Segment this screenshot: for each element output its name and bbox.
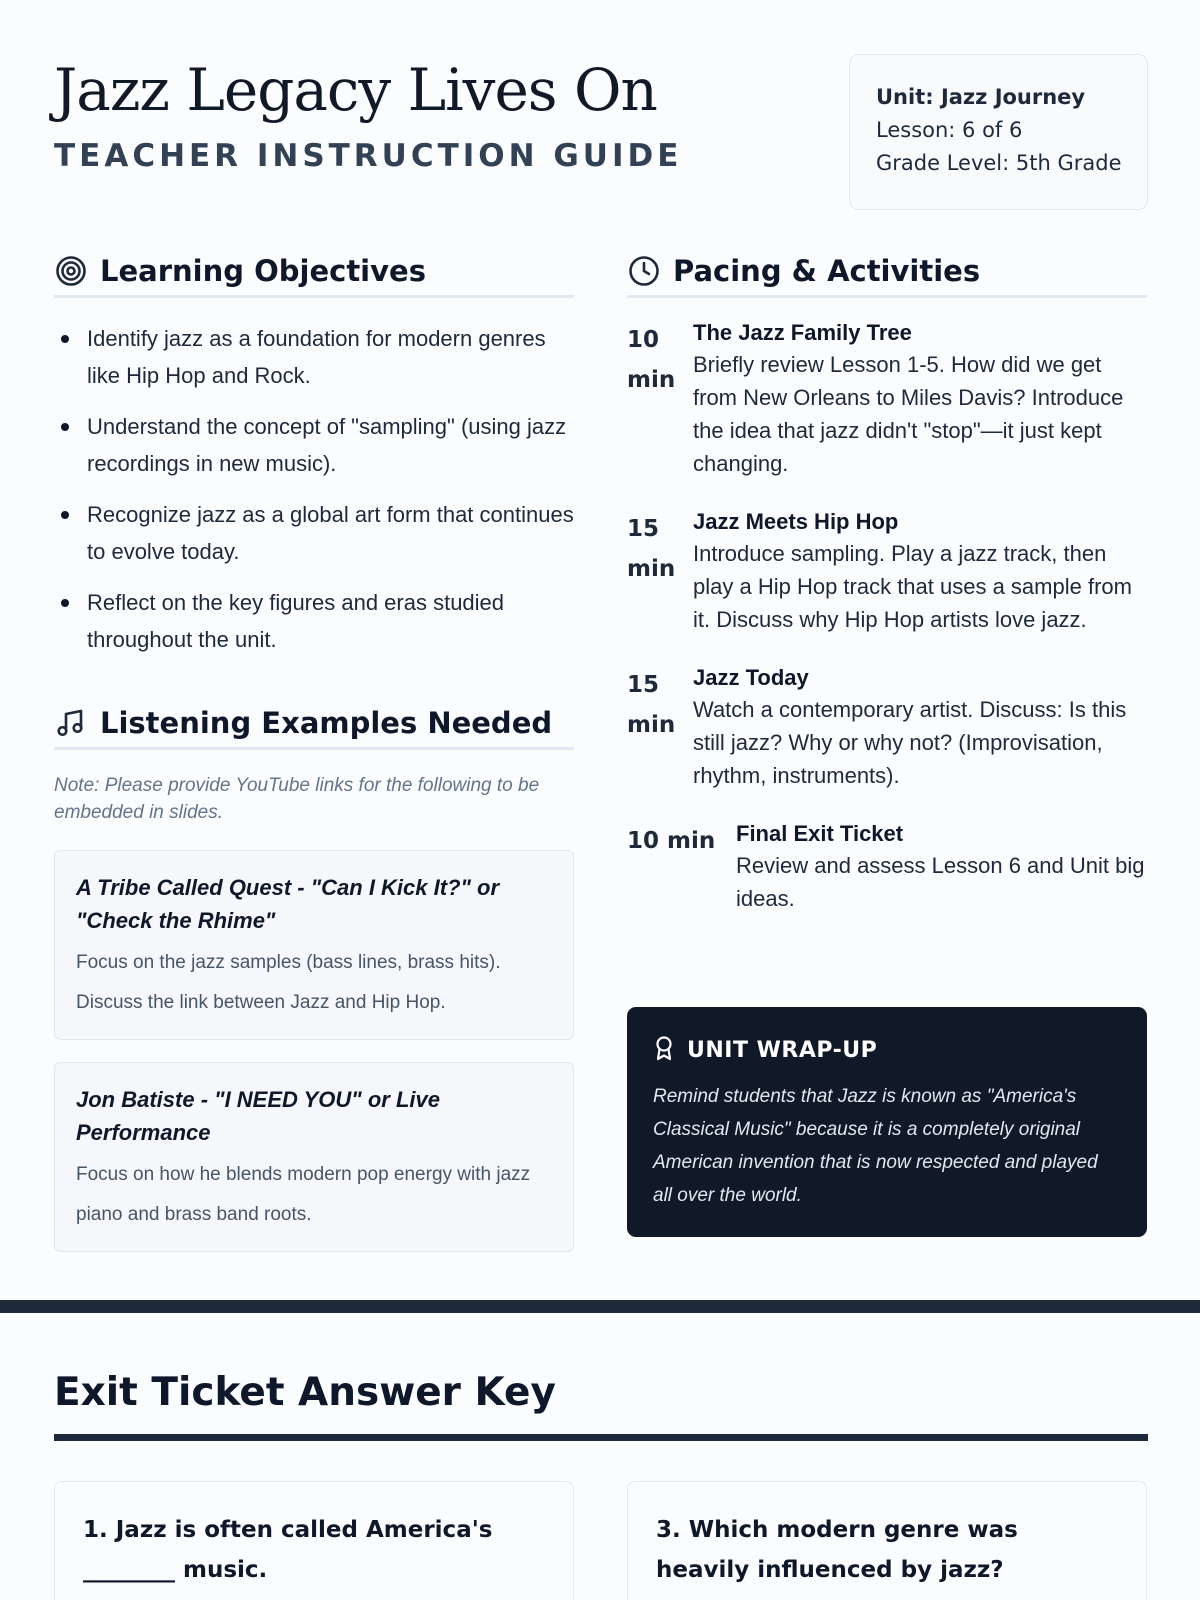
left-column	[54, 250, 574, 1225]
list-item: Reflect on the key figures and eras studied throughout the unit.	[54, 584, 574, 658]
question-text: 3. Which modern genre was heavily influenced by jazz?	[656, 1517, 1018, 1583]
pacing-description: Introduce sampling. Play a jazz track, then play a Hip Hop track that uses a sample from it. Discuss why Hip Hop artists love jazz.	[693, 541, 1132, 632]
list-item: Recognize jazz as a global art form that continues to evolve today.	[54, 496, 574, 570]
pacing-time: 15 min	[627, 672, 676, 738]
wrapup-header	[653, 1035, 1121, 1066]
pacing-time: 10 min	[627, 327, 676, 393]
question-text: 1. Jazz is often called America's ________ music.	[83, 1517, 493, 1583]
unit-wrapup-card	[627, 1007, 1147, 1237]
pacing-item	[627, 318, 1147, 480]
pacing-title: Jazz Today	[693, 665, 809, 690]
example-title: Jon Batiste - "I NEED YOU" or Live Performance	[76, 1087, 440, 1145]
example-title: A Tribe Called Quest - "Can I Kick It?" or "Check the Rhime"	[76, 875, 500, 933]
listening-header	[54, 702, 574, 750]
pacing-title: Final Exit Ticket	[736, 821, 904, 846]
list-item: Understand the concept of "sampling" (using jazz recordings in new music).	[54, 408, 574, 482]
unit-label: Unit: Jazz Journey	[876, 85, 1086, 109]
grade-label: Grade Level: 5th Grade	[876, 151, 1122, 175]
right-column	[627, 250, 1147, 1206]
example-description: Focus on how he blends modern pop energy with jazz piano and brass band roots.	[76, 1164, 531, 1225]
unit-info-box	[849, 54, 1148, 210]
wrapup-text: Remind students that Jazz is known as "America's Classical Music" because it is a completely original American invention that is now respected and played all over the world.	[653, 1086, 1098, 1206]
target-icon	[54, 254, 88, 288]
page-title: Jazz Legacy Lives On	[54, 56, 657, 124]
pacing-description: Briefly review Lesson 1-5. How did we get from New Orleans to Miles Davis? Introduce the idea that jazz didn't "stop"—it just kept changing.	[693, 352, 1124, 476]
answer-key-rule	[54, 1434, 1148, 1441]
award-icon	[653, 1035, 675, 1066]
clock-icon	[627, 254, 661, 288]
page-header	[54, 52, 1148, 212]
wrapup-heading: UNIT WRAP-UP	[687, 1038, 878, 1063]
pacing-item	[627, 507, 1147, 636]
objectives-heading: Learning Objectives	[100, 253, 426, 288]
pacing-header	[627, 250, 1147, 298]
objectives-list	[54, 320, 574, 658]
list-item: Identify jazz as a foundation for modern genres like Hip Hop and Rock.	[54, 320, 574, 394]
pacing-description: Watch a contemporary artist. Discuss: Is this still jazz? Why or why not? (Improvisation, rhythm, instruments).	[693, 697, 1127, 788]
answer-card	[54, 1481, 574, 1600]
listening-example-card	[54, 1062, 574, 1252]
pacing-title: Jazz Meets Hip Hop	[693, 509, 899, 534]
example-description: Focus on the jazz samples (bass lines, brass hits). Discuss the link between Jazz and Hip Hop.	[76, 952, 501, 1013]
pacing-time: 15 min	[627, 516, 676, 582]
objectives-header	[54, 250, 574, 298]
page-subtitle: TEACHER INSTRUCTION GUIDE	[54, 138, 683, 174]
pacing-item	[627, 819, 1147, 915]
answer-card	[627, 1481, 1147, 1600]
music-note-icon	[54, 706, 88, 740]
listening-heading: Listening Examples Needed	[100, 705, 553, 740]
listening-note: Note: Please provide YouTube links for the following to be embedded in slides.	[54, 775, 540, 823]
pacing-title: The Jazz Family Tree	[693, 320, 912, 345]
pacing-item	[627, 663, 1147, 792]
lesson-label: Lesson: 6 of 6	[876, 118, 1023, 142]
pacing-description: Review and assess Lesson 6 and Unit big ideas.	[736, 853, 1145, 911]
pacing-heading: Pacing & Activities	[673, 253, 981, 288]
listening-example-card	[54, 850, 574, 1040]
pacing-time: 10 min	[627, 828, 716, 854]
answer-key-heading: Exit Ticket Answer Key	[54, 1370, 556, 1415]
section-divider	[0, 1300, 1200, 1313]
listening-section	[54, 702, 574, 1252]
